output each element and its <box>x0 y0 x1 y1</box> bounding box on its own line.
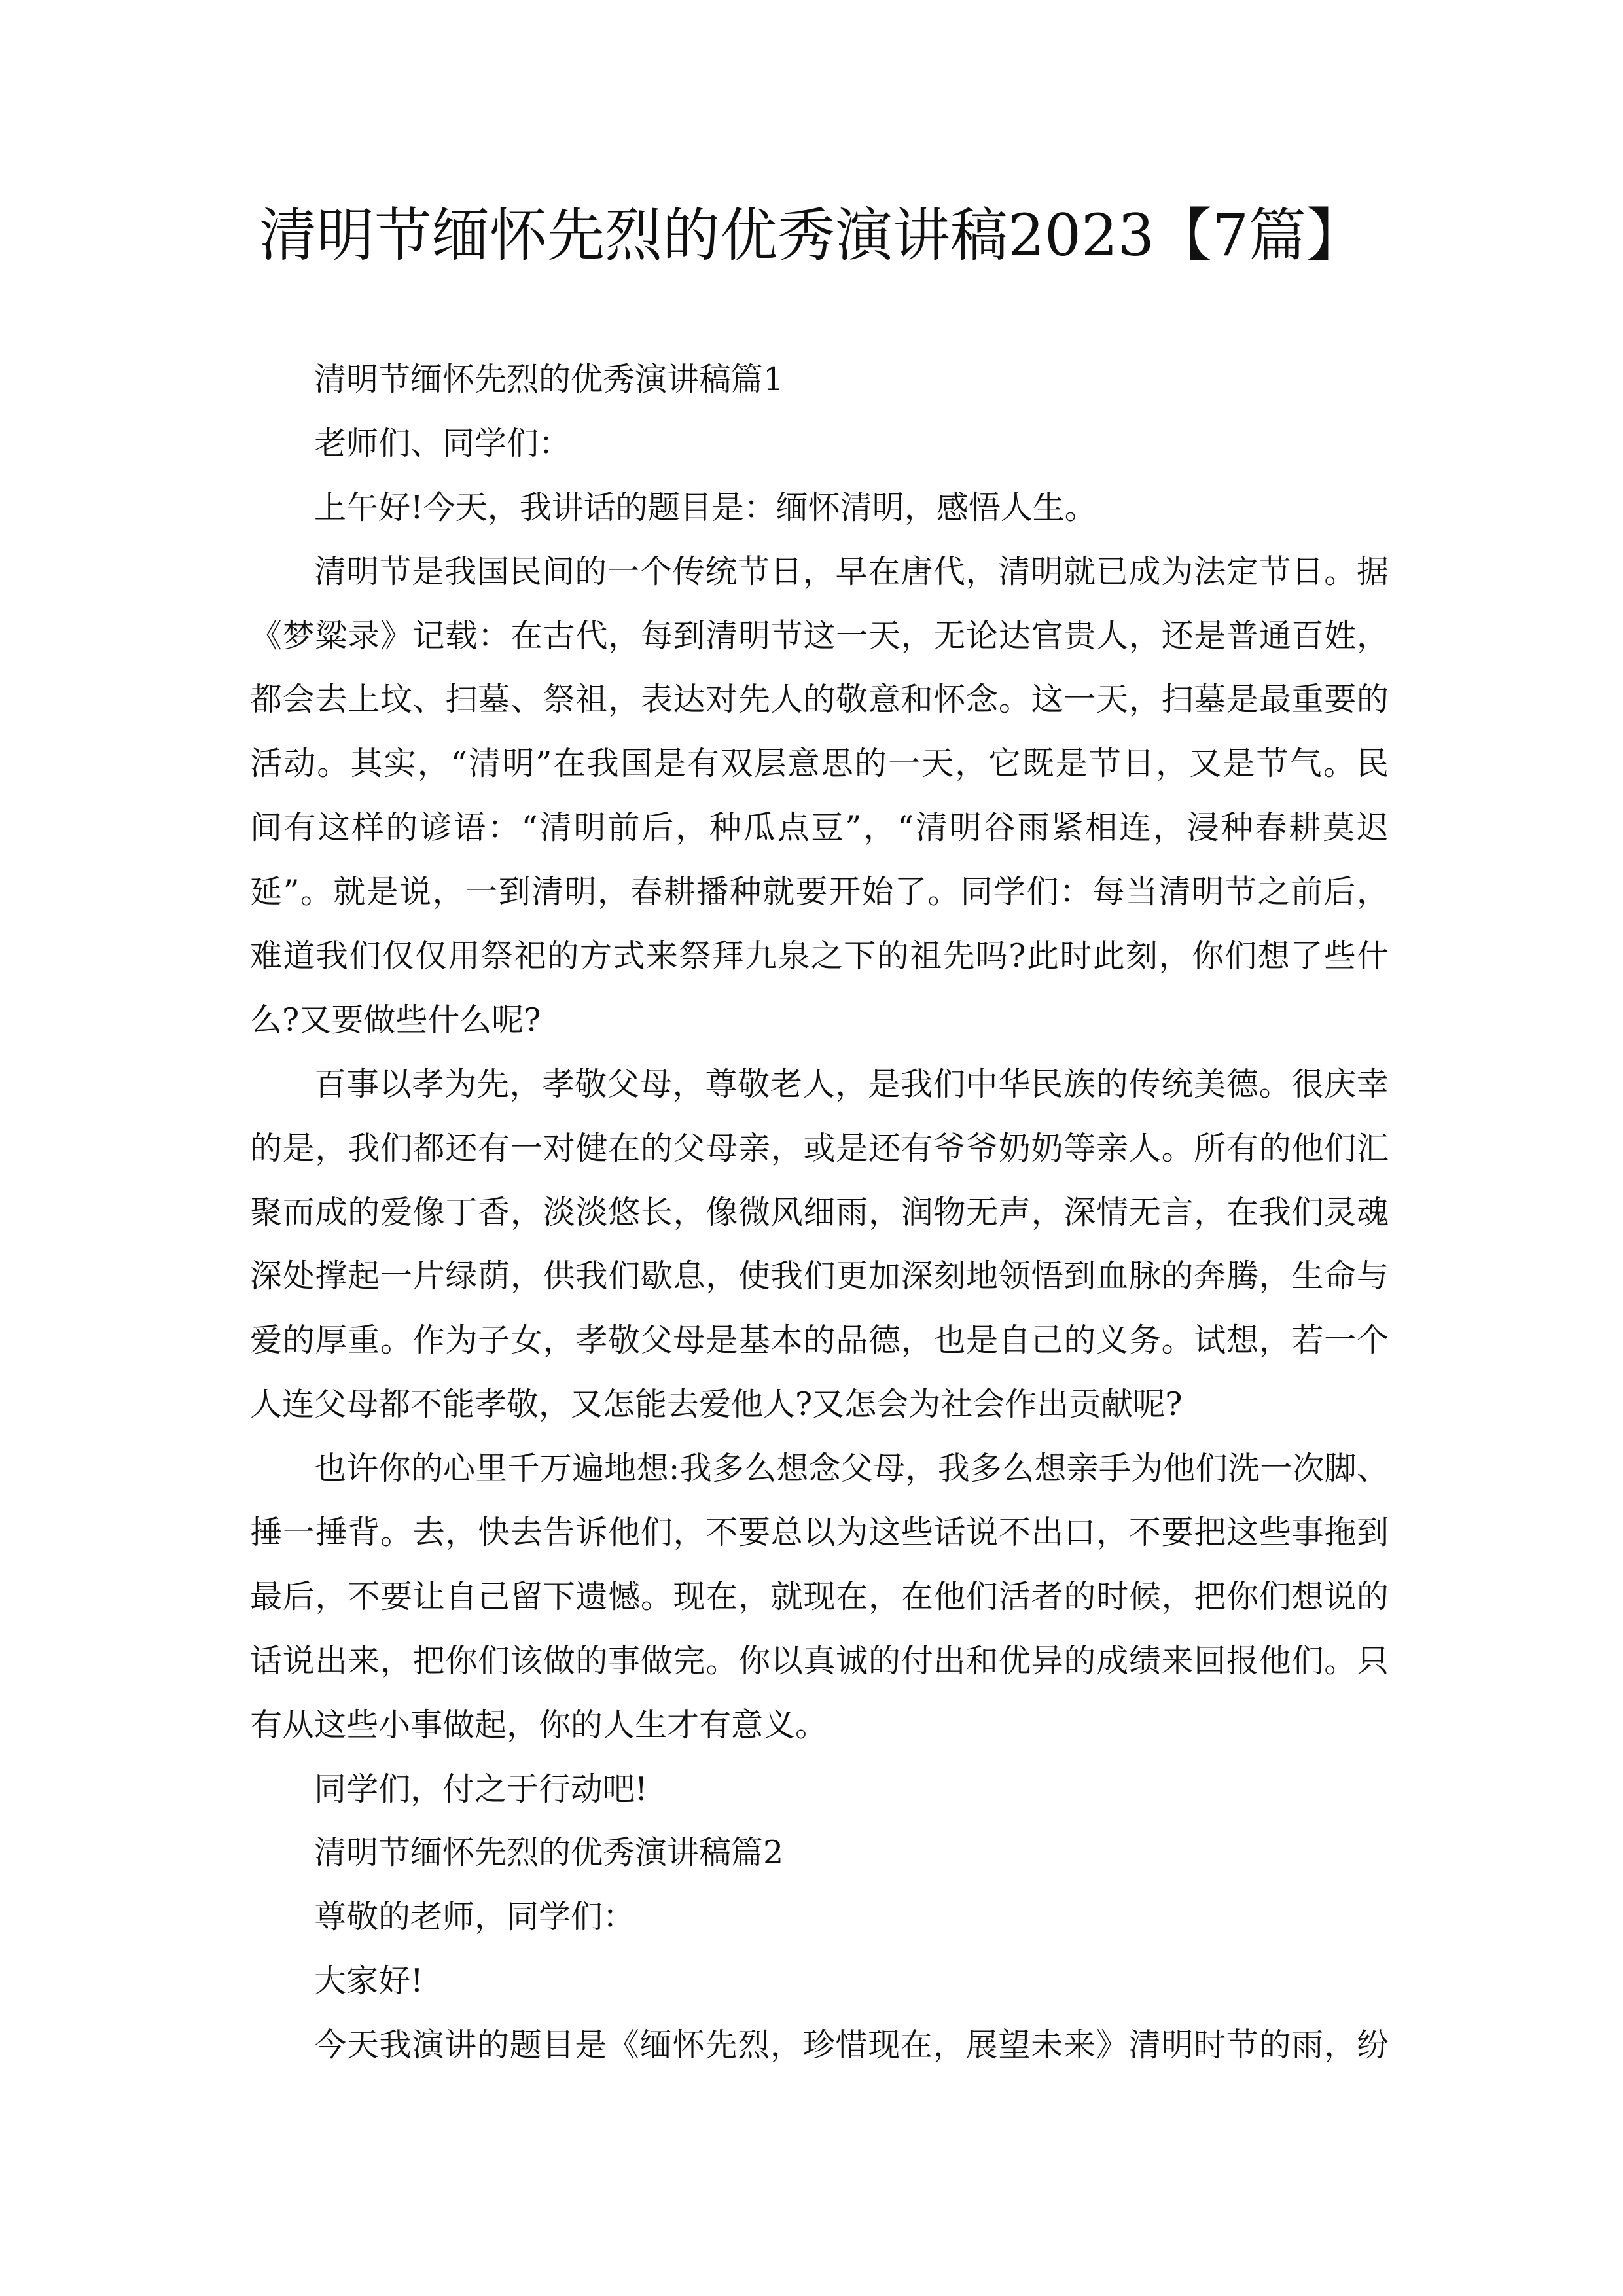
text-line: 清明节缅怀先烈的优秀演讲稿篇1 <box>314 361 784 398</box>
text-line: 《梦粱录》记载：在古代，每到清明节这一天，无论达官贵人，还是普通百姓， <box>250 617 1389 655</box>
text-line: 清明节缅怀先烈的优秀演讲稿篇2 <box>314 1834 784 1872</box>
text-line: 延”。就是说，一到清明，春耕播种就要开始了。同学们：每当清明节之前后， <box>250 873 1389 911</box>
text-line: 活动。其实，“清明”在我国是有双层意思的一天，它既是节日，又是节气。民 <box>250 745 1389 783</box>
text-line: 今天我演讲的题目是《缅怀先烈，珍惜现在，展望未来》清明时节的雨，纷 <box>314 2026 1389 2064</box>
text-line: 捶一捶背。去，快去告诉他们，不要总以为这些话说不出口，不要把这些事拖到 <box>250 1514 1389 1552</box>
text-line: 大家好! <box>314 1962 423 2000</box>
text-line: 最后，不要让自己留下遗憾。现在，就现在，在他们活者的时候，把你们想说的 <box>250 1577 1389 1615</box>
document-title: 清明节缅怀先烈的优秀演讲稿2023【7篇】 <box>259 202 1364 269</box>
text-line: 人连父母都不能孝敬，又怎能去爱他人?又怎会为社会作出贡献呢? <box>250 1386 1183 1424</box>
text-line: 上午好!今天，我讲话的题目是：缅怀清明，感悟人生。 <box>314 488 1097 526</box>
text-line: 有从这些小事做起，你的人生才有意义。 <box>250 1706 828 1744</box>
text-line: 难道我们仅仅用祭祀的方式来祭拜九泉之下的祖先吗?此时此刻，你们想了些什 <box>250 937 1389 975</box>
text-line: 间有这样的谚语：“清明前后，种瓜点豆”，“清明谷雨紧相连，浸种春耕莫迟 <box>250 809 1389 847</box>
text-line: 也许你的心里千万遍地想:我多么想念父母，我多么想亲手为他们洗一次脚、 <box>314 1450 1389 1488</box>
text-line: 话说出来，把你们该做的事做完。你以真诚的付出和优异的成绩来回报他们。只 <box>250 1641 1389 1679</box>
document-body <box>250 348 1389 2077</box>
text-line: 清明节是我国民间的一个传统节日，早在唐代，清明就已成为法定节日。据 <box>314 552 1389 590</box>
text-line: 聚而成的爱像丁香，淡淡悠长，像微风细雨，润物无声，深情无言，在我们灵魂 <box>250 1193 1389 1231</box>
text-line: 的是，我们都还有一对健在的父母亲，或是还有爷爷奶奶等亲人。所有的他们汇 <box>250 1129 1389 1167</box>
text-line: 爱的厚重。作为子女，孝敬父母是基本的品德，也是自己的义务。试想，若一个 <box>250 1321 1389 1359</box>
text-line: 百事以孝为先，孝敬父母，尊敬老人，是我们中华民族的传统美德。很庆幸 <box>314 1065 1389 1103</box>
text-line: 么?又要做些什么呢? <box>250 1001 541 1039</box>
text-line: 深处撑起一片绿荫，供我们歇息，使我们更加深刻地领悟到血脉的奔腾，生命与 <box>250 1257 1389 1295</box>
text-line: 同学们，付之于行动吧! <box>314 1770 648 1808</box>
text-line: 老师们、同学们： <box>314 424 571 462</box>
text-line: 都会去上坟、扫墓、祭祖，表达对先人的敬意和怀念。这一天，扫墓是最重要的 <box>250 681 1389 719</box>
text-line: 尊敬的老师，同学们： <box>314 1898 635 1936</box>
